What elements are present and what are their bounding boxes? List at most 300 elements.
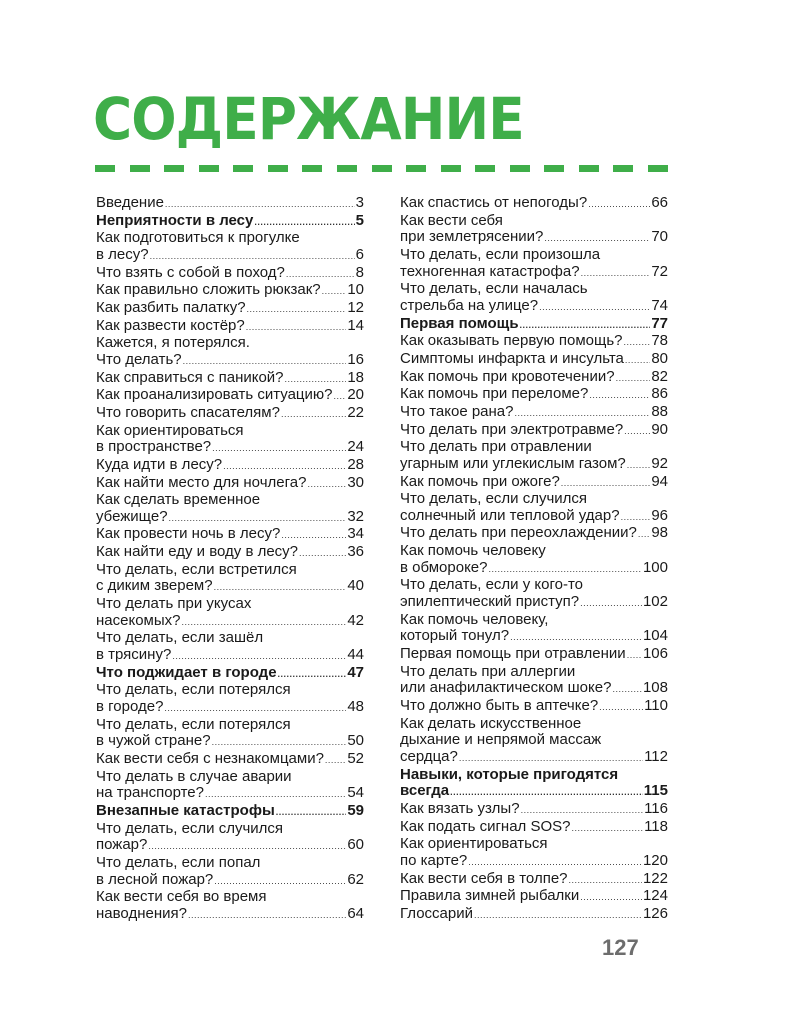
toc-entry-title: Как правильно сложить рюкзак? [96,281,321,299]
toc-entry-title: с диким зверем? [96,577,213,595]
toc-entry-title: пожар? [96,836,148,854]
toc-entry-line [96,352,364,370]
toc-entry-title: техногенная катастрофа? [400,262,580,280]
toc-page-number: 44 [347,646,364,664]
toc-page-number: 18 [347,368,364,386]
toc-page-number: 74 [651,296,668,314]
divider-dash [268,165,288,172]
dot-leader [276,804,347,821]
toc-entry[interactable] [400,871,668,889]
toc-entry[interactable] [96,562,364,596]
dot-leader [544,230,650,247]
toc-entry-title: в трясину? [96,646,172,664]
toc-page-number: 80 [651,349,668,367]
toc-page-number: 66 [651,194,668,211]
toc-entry-line [400,628,668,646]
dot-leader [281,527,346,544]
toc-section-heading[interactable] [96,213,364,231]
toc-entry[interactable] [400,195,668,213]
toc-entry-line [400,298,668,316]
toc-entry[interactable] [400,369,668,387]
toc-entry[interactable] [400,351,668,369]
toc-entry[interactable] [400,664,668,698]
toc-entry-line [96,509,364,527]
toc-entry[interactable] [96,265,364,283]
toc-page-number: 102 [642,593,668,611]
toc-entry-title: Как помочь человеку, [400,610,549,628]
dot-leader [212,440,346,457]
dot-leader [278,666,347,683]
toc-entry-line [96,318,364,336]
toc-entry-line [400,749,668,767]
dot-leader [589,387,650,404]
dot-leader [307,476,346,493]
toc-entry-title: Что делать в случае аварии [96,767,292,785]
toc-page-number: 100 [642,558,668,576]
toc-page-number: 50 [347,732,364,750]
toc-entry-line [400,333,668,351]
toc-entry-line [96,821,364,838]
toc-entry[interactable] [400,439,668,473]
toc-entry-title: Куда идти в лесу? [96,455,223,473]
toc-entry[interactable] [96,475,364,493]
toc-entry-line [400,646,668,664]
toc-entry-line [400,281,668,298]
toc-page-number: 120 [642,851,668,869]
divider-dash [406,165,426,172]
dot-leader [322,283,347,300]
toc-entry-title: в чужой стране? [96,732,211,750]
toc-entry-line [96,544,364,562]
toc-entry-line [400,351,668,369]
toc-entry[interactable] [400,404,668,422]
toc-entry-line [96,785,364,803]
dot-leader [515,405,651,422]
toc-entry-line [96,751,364,769]
toc-entry[interactable] [96,457,364,475]
toc-entry-title: Что делать, если случился [400,490,588,508]
divider-dash [544,165,564,172]
dot-leader [569,872,642,889]
toc-entry[interactable] [400,612,668,646]
toc-entry-title: Что делать при переохлаждении? [400,524,637,542]
toc-entry[interactable] [96,492,364,526]
toc-entry[interactable] [96,282,364,300]
toc-entry-line [400,213,668,230]
toc-entry-title: Что делать, если потерялся [96,681,291,699]
toc-entry-line [400,888,668,906]
toc-page-number: 48 [347,698,364,716]
toc-page-number: 60 [347,836,364,854]
toc-entry-title: Что такое рана? [400,402,514,420]
toc-entry-line [96,717,364,734]
toc-entry-line [400,316,668,334]
dot-leader [325,752,346,769]
toc-entry[interactable] [96,300,364,318]
toc-entry-title: солнечный или тепловой удар? [400,506,620,524]
divider-dash [302,165,322,172]
toc-entry[interactable] [400,543,668,577]
toc-entry-title: Введение [96,194,164,211]
toc-page-number: 96 [651,506,668,524]
toc-page-number: 12 [347,298,364,316]
toc-entry-title: Что делать? [96,350,182,368]
toc-entry-title: по карте? [400,851,468,869]
toc-entry-line [400,767,668,784]
dot-leader [214,873,346,890]
toc-entry-title: Как ориентироваться [400,835,548,853]
toc-entry-line [400,612,668,629]
toc-entry-title: Что говорить спасателям? [96,403,280,421]
toc-entry-line [96,647,364,665]
toc-entry-line [400,819,668,837]
toc-page-number: 32 [347,507,364,525]
toc-page-number: 47 [347,663,364,681]
dot-leader [165,196,355,213]
toc-entry[interactable] [400,491,668,525]
toc-page-number: 94 [651,472,668,490]
toc-page-number: 42 [347,611,364,629]
toc-page-number: 112 [644,748,668,765]
toc-entry-title: Как справиться с паникой? [96,368,284,386]
dot-leader [254,214,354,231]
dot-leader [150,248,355,265]
toc-section-heading[interactable] [96,803,364,821]
dot-leader [148,838,346,855]
toc-entry[interactable] [96,769,364,803]
toc-page-number: 59 [347,801,364,819]
toc-entry-line [400,229,668,247]
toc-entry[interactable] [400,247,668,281]
toc-entry-title: сердца? [400,748,458,765]
toc-entry-title: Как найти место для ночлега? [96,473,307,491]
toc-entry-title: Что делать, если попал [96,853,261,871]
toc-entry[interactable] [400,819,668,837]
toc-page-number: 70 [651,228,668,246]
toc-page-number: 20 [347,386,364,404]
toc-entry-line [400,422,668,440]
toc-entry-line [96,699,364,717]
toc-entry-line [400,247,668,264]
toc-entry-title: Как помочь человеку [400,542,546,560]
toc-entry-line [400,439,668,456]
toc-entry-line [96,457,364,475]
dot-leader [627,647,642,664]
toc-entry[interactable] [96,630,364,664]
toc-entry-line [96,213,364,231]
toc-entry-line [96,387,364,405]
toc-entry-title: Симптомы инфаркта и инсульта [400,349,624,367]
toc-entry-line [96,475,364,493]
divider-dash [233,165,253,172]
toc-entry-line [96,872,364,890]
toc-page-number: 78 [651,332,668,350]
dot-leader [510,629,642,646]
dot-leader [205,786,346,803]
toc-entry-line [400,369,668,387]
toc-entry[interactable] [400,646,668,664]
dot-leader [212,734,347,751]
toc-entry-line [96,265,364,283]
toc-entry[interactable] [400,474,668,492]
toc-entry-title: при землетрясении? [400,228,544,246]
toc-page-number: 54 [347,784,364,802]
toc-entry-line [96,282,364,300]
toc-entry[interactable] [400,888,668,906]
toc-entry-title: в обмороке? [400,558,488,576]
toc-entry-title: Что делать, если у кого-то [400,576,583,594]
toc-entry-title: Как вести себя с незнакомцами? [96,750,324,767]
toc-entry[interactable] [96,855,364,889]
toc-entry-line [400,525,668,543]
toc-entry-title: стрельба на улице? [400,296,539,314]
dot-leader [520,317,651,334]
toc-entry[interactable] [96,544,364,562]
toc-entry-line [400,732,668,749]
toc-entry-title: Что делать, если случился [96,819,284,837]
toc-entry-line [400,836,668,853]
toc-right-column [400,195,668,924]
toc-entry-title: дыхание и непрямой массаж [400,731,602,749]
toc-entry-title: Как подготовиться к прогулке [96,229,300,247]
toc-entry-line [400,871,668,889]
toc-page-number: 118 [644,817,668,835]
toc-entry-title: Глоссарий [400,904,473,922]
toc-page-number: 115 [643,782,668,800]
toc-entry-title: насекомых? [96,611,181,629]
toc-entry-title: Первая помощь при отравлении [400,645,626,663]
toc-page-number: 30 [347,473,364,491]
toc-page-number: 106 [642,645,668,663]
toc-page-number: 64 [347,904,364,922]
dot-leader [247,301,347,318]
toc-page-number: 52 [347,750,364,767]
toc-entry-title: в пространстве? [96,438,212,456]
toc-entry-title: Как помочь при кровотечении? [400,367,615,385]
dot-leader [561,475,651,492]
dot-leader [624,423,650,440]
toc-entry-line [96,335,364,352]
toc-entry-title: Как делать искусственное [400,714,582,732]
dot-leader [627,457,651,474]
toc-entry-title: Как оказывать первую помощь? [400,332,623,350]
toc-entry-line [96,247,364,265]
dot-leader [474,907,642,924]
toc-entry[interactable] [400,525,668,543]
toc-page-number: 110 [644,697,668,715]
toc-page-number: 108 [642,679,668,697]
toc-entry[interactable] [96,405,364,423]
dot-leader [281,406,346,423]
toc-entry[interactable] [96,423,364,457]
toc-entry-line [400,783,668,801]
toc-entry[interactable] [96,596,364,630]
toc-entry-title: Как ориентироваться [96,421,244,439]
toc-entry[interactable] [400,801,668,819]
divider-dash [510,165,530,172]
toc-entry-line [400,577,668,594]
toc-section-heading[interactable] [400,316,668,334]
toc-entry[interactable] [96,889,364,923]
toc-entry-line [96,300,364,318]
toc-entry[interactable] [400,281,668,315]
toc-entry-line [96,195,364,213]
toc-page-number: 124 [642,887,668,905]
toc-entry-title: Что делать при электротравме? [400,420,624,438]
toc-page-number: 77 [651,314,668,332]
toc-page-number: 90 [651,420,668,438]
toc-page-number: 22 [347,403,364,421]
dot-leader [580,595,642,612]
divider-dash [441,165,461,172]
toc-entry[interactable] [96,717,364,751]
toc-entry[interactable] [400,213,668,247]
toc-entry-title: эпилептический приступ? [400,593,580,611]
toc-page-number: 98 [651,524,668,542]
toc-entry[interactable] [400,386,668,404]
toc-entry-title: Внезапные катастрофы [96,801,275,819]
toc-entry[interactable] [400,836,668,870]
toc-entry[interactable] [400,422,668,440]
toc-page-number: 82 [651,367,668,385]
toc-section-heading[interactable] [400,767,668,801]
toc-entry[interactable] [96,335,364,369]
toc-entry-title: убежище? [96,507,168,525]
toc-entry-title: Как провести ночь в лесу? [96,525,281,543]
toc-page-number: 86 [651,385,668,403]
toc-entry-line [96,682,364,699]
toc-entry-title: Как проанализировать ситуацию? [96,386,333,404]
toc-entry-title: наводнения? [96,904,187,922]
toc-entry[interactable] [96,370,364,388]
toc-entry-line [96,837,364,855]
toc-entry-title: Как вязать узлы? [400,799,520,817]
dot-leader [581,265,651,282]
toc-entry[interactable] [96,195,364,213]
toc-entry[interactable] [96,682,364,716]
toc-entry-line [96,439,364,457]
toc-entry[interactable] [96,526,364,544]
toc-page-number: 34 [347,525,364,543]
toc-entry-title: Как развести костёр? [96,316,245,334]
toc-entry-title: Первая помощь [400,314,519,332]
dot-leader [624,334,651,351]
toc-entry-line [400,906,668,924]
toc-page-number: 16 [347,350,364,368]
toc-entry[interactable] [400,906,668,924]
dot-leader [616,370,651,387]
dot-leader [612,681,642,698]
toc-entry-line [96,578,364,596]
toc-entry-line [96,803,364,821]
toc-page-number: 28 [347,455,364,473]
dot-leader [164,700,346,717]
toc-section-heading[interactable] [96,665,364,683]
dot-leader [621,509,651,526]
toc-entry-title: Как подать сигнал SOS? [400,817,571,835]
toc-entry-title: Что делать, если потерялся [96,715,291,733]
toc-entry-line [400,594,668,612]
toc-entry-title: Как разбить палатку? [96,298,246,316]
toc-page-number: 126 [642,904,668,922]
toc-page-number: 24 [347,438,364,456]
dot-leader [333,388,346,405]
toc-entry-title: Что поджидает в городе [96,663,277,681]
toc-page-number: 8 [355,263,364,281]
toc-page-number: 122 [642,869,668,887]
toc-entry[interactable] [400,716,668,767]
toc-entry[interactable] [400,577,668,611]
toc-entry-line [400,404,668,422]
divider-dash [648,165,668,172]
dot-leader [588,196,650,213]
toc-entry-line [96,405,364,423]
toc-entry-line [96,423,364,440]
toc-entry-line [96,370,364,388]
dot-leader [521,802,644,819]
toc-entry-line [96,733,364,751]
toc-entry-title: на транспорте? [96,784,204,802]
divider-dash [372,165,392,172]
divider-dash [164,165,184,172]
dot-leader [183,353,347,370]
divider-dash [475,165,495,172]
toc-entry-title: Неприятности в лесу [96,211,254,229]
toc-entry-line [400,560,668,578]
toc-entry-title: Что делать при аллергии [400,662,576,680]
toc-entry-line [96,855,364,872]
toc-entry-line [400,664,668,681]
toc-page-number: 10 [347,281,364,299]
dot-leader [172,648,346,665]
toc-entry-line [400,508,668,526]
toc-entry-title: Навыки, которые пригодятся [400,765,619,783]
toc-entry[interactable] [96,230,364,264]
toc-entry-title: Что взять с собой в поход? [96,263,285,281]
dot-leader [625,352,650,369]
dot-leader [599,699,643,716]
divider-dash [337,165,357,172]
toc-entry-line [400,698,668,716]
toc-entry-title: Как вести себя [400,211,503,229]
toc-entry-line [96,613,364,631]
dot-leader [223,458,346,475]
toc-entry-line [400,491,668,508]
dot-leader [169,510,347,527]
toc-entry-line [96,889,364,906]
toc-entry[interactable] [96,318,364,336]
toc-page-number: 72 [651,262,668,280]
toc-entry-title: который тонул? [400,627,510,645]
toc-entry[interactable] [96,821,364,855]
toc-entry-title: Как найти еду и воду в лесу? [96,543,299,561]
toc-entry[interactable] [96,387,364,405]
toc-entry[interactable] [400,698,668,716]
dot-leader [489,561,642,578]
toc-entry-line [400,456,668,474]
toc-entry-title: в лесной пожар? [96,870,214,888]
dot-leader [299,545,346,562]
toc-entry[interactable] [96,751,364,769]
toc-entry-title: в лесу? [96,245,149,263]
toc-entry-line [96,630,364,647]
toc-entry[interactable] [400,333,668,351]
toc-entry-line [96,526,364,544]
toc-entry-line [400,716,668,733]
toc-entry-line [400,264,668,282]
toc-entry-line [400,386,668,404]
toc-entry-title: или анафилактическом шоке? [400,679,612,697]
